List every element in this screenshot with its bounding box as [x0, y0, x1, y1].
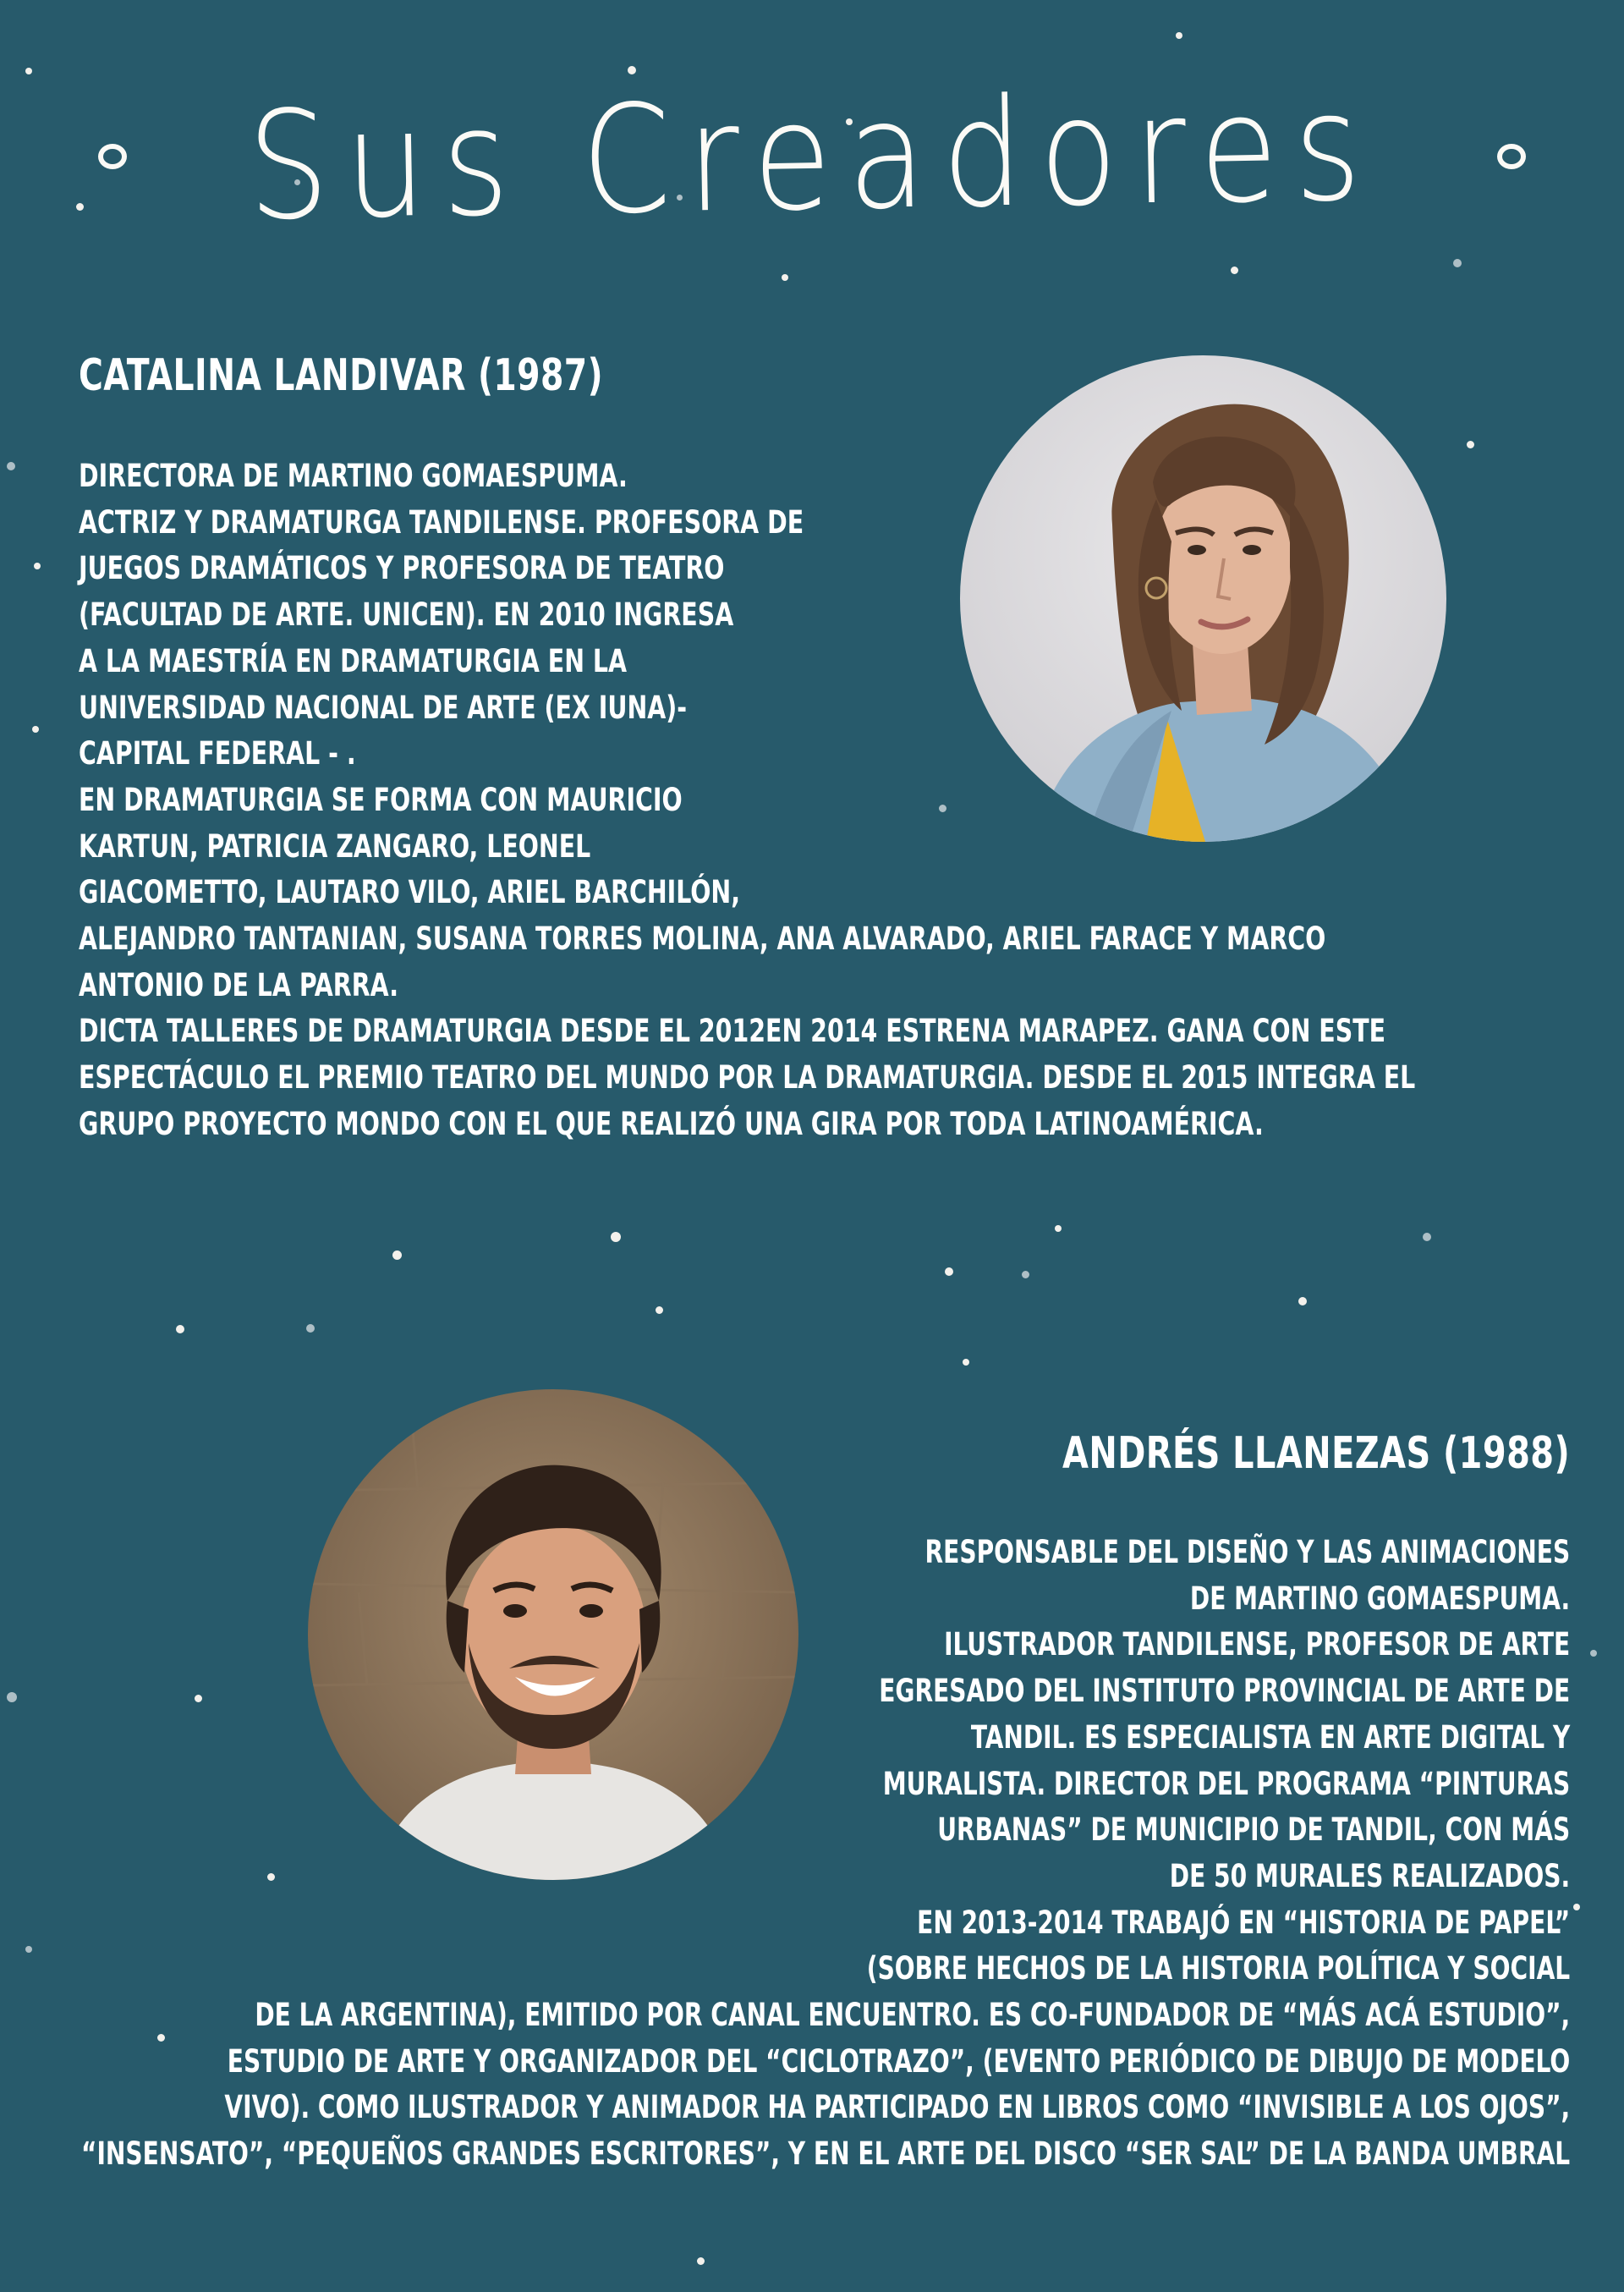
bio-line: TANDIL. ES ESPECIALISTA EN ARTE DIGITAL Y [970, 1718, 1570, 1756]
star-dot-icon [176, 1325, 184, 1333]
star-dot-icon [306, 1324, 315, 1333]
bio-line: DICTA TALLERES DE DRAMATURGIA DESDE EL 2012EN 2014 ESTRENA MARAPEZ. GANA CON ESTE [79, 1013, 1386, 1050]
bio-line: MURALISTA. DIRECTOR DEL PROGRAMA “PINTURAS [882, 1765, 1570, 1802]
bio-line: JUEGOS DRAMÁTICOS Y PROFESORA DE TEATRO [79, 550, 725, 587]
star-dot-icon [1176, 32, 1182, 39]
bio-line: “INSENSATO”, “PEQUEÑOS GRANDES ESCRITORES”, Y EN EL ARTE DEL DISCO “SER SAL” DE LA BANDA UMBRAL [80, 2135, 1570, 2173]
star-dot-icon [611, 1232, 621, 1242]
star-dot-icon [963, 1359, 969, 1366]
circle-ornament-left-icon [98, 144, 127, 169]
bio-line: A LA MAESTRÍA EN DRAMATURGIA EN LA [79, 642, 628, 679]
bio-line: GIACOMETTO, LAUTARO VILO, ARIEL BARCHILÓN, [79, 874, 741, 911]
star-dot-icon [782, 274, 788, 281]
star-dot-icon [945, 1267, 953, 1276]
bio-line: ESPECTÁCULO EL PREMIO TEATRO DEL MUNDO POR LA DRAMATURGIA. DESDE EL 2015 INTEGRA EL [79, 1059, 1416, 1097]
bio-line: URBANAS” DE MUNICIPIO DE TANDIL, CON MÁS [936, 1811, 1570, 1849]
man-portrait-icon [308, 1389, 798, 1880]
page-title [0, 59, 1624, 254]
star-dot-icon [656, 1306, 663, 1314]
star-dot-icon [1231, 267, 1238, 274]
star-dot-icon [7, 1692, 17, 1702]
star-dot-icon [1423, 1233, 1431, 1241]
bio-line: ILUSTRADOR TANDILENSE, PROFESOR DE ARTE [943, 1626, 1570, 1663]
bio-line: EGRESADO DEL INSTITUTO PROVINCIAL DE ARTE DE [879, 1673, 1570, 1710]
star-dot-icon [32, 726, 39, 733]
bio-line: DE MARTINO GOMAESPUMA. [1189, 1580, 1570, 1617]
bio-line: ANTONIO DE LA PARRA. [79, 966, 399, 1003]
bio-line: RESPONSABLE DEL DISEÑO Y LAS ANIMACIONES [924, 1534, 1570, 1570]
woman-portrait-icon [960, 355, 1446, 842]
creator-2-name: ANDRÉS LLANEZAS (1988) [1062, 1428, 1570, 1479]
bio-line: VIVO). COMO ILUSTRADOR Y ANIMADOR HA PARTICIPADO EN LIBROS COMO “INVISIBLE A LOS OJOS”, [224, 2089, 1570, 2126]
bio-line: KARTUN, PATRICIA ZANGARO, LEONEL [79, 827, 591, 865]
bio-line: (SOBRE HECHOS DE LA HISTORIA POLÍTICA Y SOCIAL [866, 1950, 1570, 1987]
creator-1-name: CATALINA LANDIVAR (1987) [79, 350, 603, 401]
star-dot-icon [392, 1250, 402, 1260]
star-dot-icon [25, 1946, 32, 1953]
star-dot-icon [1298, 1297, 1307, 1305]
star-dot-icon [1573, 1904, 1580, 1910]
creator-2-photo [308, 1389, 798, 1880]
bio-line: ALEJANDRO TANTANIAN, SUSANA TORRES MOLINA, ANA ALVARADO, ARIEL FARACE Y MARCO [79, 921, 1326, 958]
bio-line: DE LA ARGENTINA), EMITIDO POR CANAL ENCUENTRO. ES CO-FUNDADOR DE “MÁS ACÁ ESTUDIO”, [255, 1997, 1571, 2034]
creator-2-bio [81, 1530, 1570, 2178]
circle-ornament-right-icon [1497, 144, 1526, 169]
bio-line: ESTUDIO DE ARTE Y ORGANIZADOR DEL “CICLOTRAZO”, (EVENTO PERIÓDICO DE DIBUJO DE MODELO [227, 2042, 1570, 2080]
creator-1-photo [960, 355, 1446, 842]
bio-line: ACTRIZ Y DRAMATURGA TANDILENSE. PROFESORA DE [79, 503, 804, 541]
bio-line: DIRECTORA DE MARTINO GOMAESPUMA. [79, 458, 628, 494]
page-title-text: Sus Creadores [245, 59, 1379, 254]
bio-line: UNIVERSIDAD NACIONAL DE ARTE (EX IUNA)- [79, 689, 688, 726]
bio-line: GRUPO PROYECTO MONDO CON EL QUE REALIZÓ UNA GIRA POR TODA LATINOAMÉRICA. [79, 1105, 1264, 1142]
star-dot-icon [1022, 1271, 1029, 1278]
bio-line: DE 50 MURALES REALIZADOS. [1169, 1857, 1570, 1894]
star-dot-icon [697, 2257, 705, 2265]
star-dot-icon [34, 563, 41, 569]
star-dot-icon [1467, 441, 1474, 448]
bio-line: CAPITAL FEDERAL - . [79, 735, 356, 772]
star-dot-icon [7, 462, 15, 470]
bio-line: EN DRAMATURGIA SE FORMA CON MAURICIO [79, 781, 683, 818]
bio-line: (FACULTAD DE ARTE. UNICEN). EN 2010 INGRESA [79, 596, 734, 634]
star-dot-icon [1453, 259, 1462, 267]
bio-line: EN 2013-2014 TRABAJÓ EN “HISTORIA DE PAPEL” [916, 1904, 1570, 1941]
star-dot-icon [1590, 1650, 1597, 1657]
star-dot-icon [1055, 1225, 1062, 1232]
